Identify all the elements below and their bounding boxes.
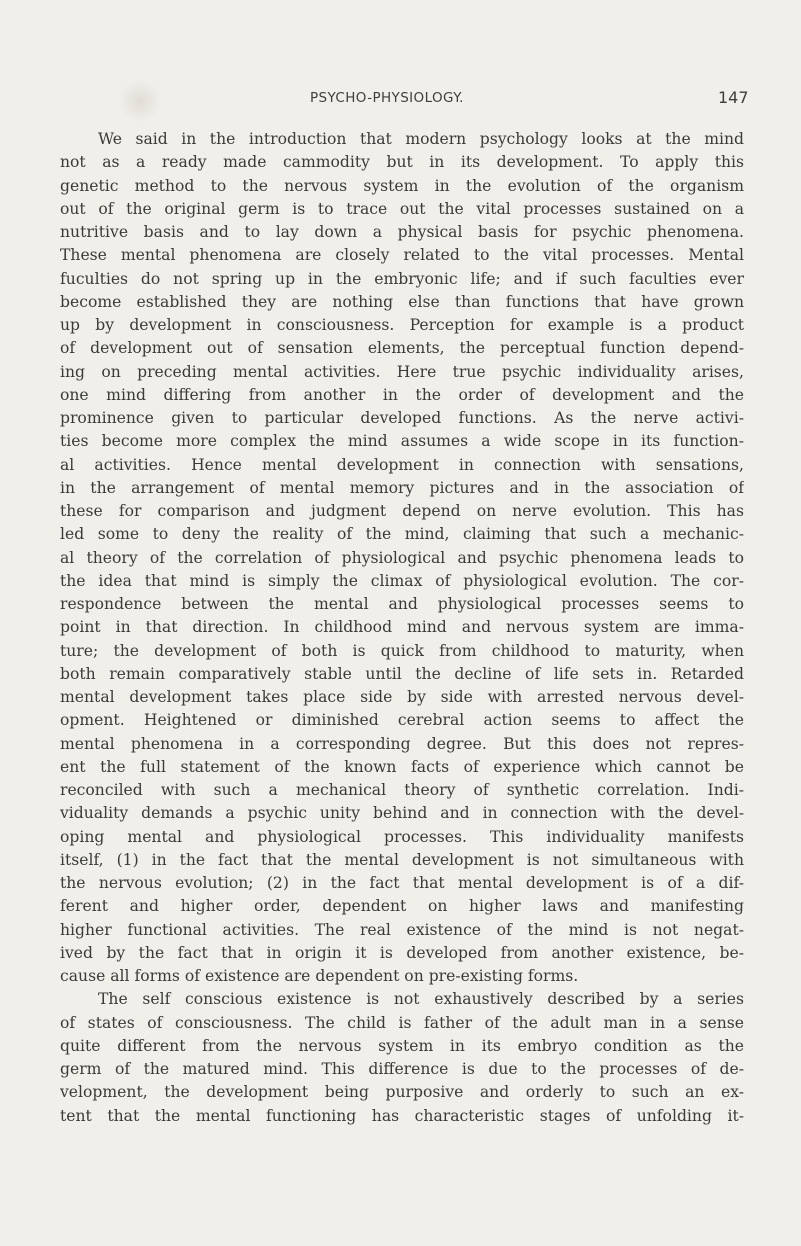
text-line: both remain comparatively stable until the decline of life sets in. Retarded xyxy=(60,664,744,683)
text-line: in the arrangement of mental memory pictures and in the association of xyxy=(60,478,744,497)
text-line: al theory of the correlation of physiological and psychic phenomena leads to xyxy=(60,548,744,567)
text-line: out of the original germ is to trace out the vital processes sustained on a xyxy=(60,199,744,218)
text-line: the nervous evolution; (2) in the fact that mental development is of a dif- xyxy=(60,874,744,892)
text-line: These mental phenomena are closely related to the vital processes. Mental xyxy=(60,246,744,265)
text-line: of states of consciousness. The child is father of the adult man in a sense xyxy=(60,1013,744,1032)
text-line: prominence given to particular developed functions. As the nerve activi- xyxy=(60,409,744,427)
text-line: ing on preceding mental activities. Here true psychic individuality arises, xyxy=(60,362,744,381)
text-line: We said in the introduction that modern psychology looks at the mind xyxy=(98,130,744,148)
text-line: of development out of sensation elements, the perceptual function depend- xyxy=(60,339,744,358)
text-line: quite different from the nervous system in its embryo condition as the xyxy=(60,1036,744,1055)
text-line: these for comparison and judgment depend on nerve evolution. This has xyxy=(60,502,744,520)
text-line: genetic method to the nervous system in the evolution of the organism xyxy=(60,176,744,195)
text-line: reconciled with such a mechanical theory of synthetic correlation. Indi- xyxy=(60,781,744,799)
text-line: ture; the development of both is quick from childhood to maturity, when xyxy=(60,641,744,660)
text-line: become established they are nothing else than functions that have grown xyxy=(60,292,744,311)
text-line: led some to deny the reality of the mind, claiming that such a mechanic- xyxy=(60,525,744,544)
text-line: up by development in consciousness. Perception for example is a product xyxy=(60,316,744,334)
text-line: tent that the mental functioning has characteristic stages of unfolding it- xyxy=(60,1106,744,1125)
text-line: not as a ready made cammodity but in its development. To apply this xyxy=(60,153,744,172)
text-line: cause all forms of existence are dependent on pre-existing forms. xyxy=(60,967,579,985)
body-text xyxy=(60,128,744,1128)
running-title: PSYCHO-PHYSIOLOGY. xyxy=(310,90,464,106)
text-line: velopment, the development being purposive and orderly to such an ex- xyxy=(60,1083,744,1102)
text-line: The self conscious existence is not exhaustively described by a series xyxy=(98,990,744,1009)
page-number: 147 xyxy=(718,88,749,107)
text-line: mental development takes place side by side with arrested nervous devel- xyxy=(60,688,744,706)
text-line: al activities. Hence mental development in connection with sensations, xyxy=(60,455,744,474)
text-line: nutritive basis and to lay down a physical basis for psychic phenomena. xyxy=(60,223,744,241)
text-line: one mind differing from another in the order of development and the xyxy=(60,385,744,404)
text-line: opment. Heightened or diminished cerebral action seems to affect the xyxy=(60,711,744,730)
text-line: ived by the fact that in origin it is developed from another existence, be- xyxy=(60,943,744,962)
text-line: respondence between the mental and physiological processes seems to xyxy=(60,595,744,613)
text-line: fuculties do not spring up in the embryonic life; and if such faculties ever xyxy=(60,269,744,288)
text-line: the idea that mind is simply the climax of physiological evolution. The cor- xyxy=(60,571,744,590)
text-line: ent the full statement of the known facts of experience which cannot be xyxy=(60,757,744,776)
text-line: oping mental and physiological processes. This individuality manifests xyxy=(60,827,744,846)
page-header xyxy=(0,88,801,112)
text-line: mental phenomena in a corresponding degree. But this does not repres- xyxy=(60,734,744,753)
text-line: higher functional activities. The real existence of the mind is not negat- xyxy=(60,920,744,939)
text-line: germ of the matured mind. This difference is due to the processes of de- xyxy=(60,1060,744,1078)
text-line: itself, (1) in the fact that the mental development is not simultaneous with xyxy=(60,850,744,869)
text-line: ferent and higher order, dependent on higher laws and manifesting xyxy=(60,897,744,916)
text-line: point in that direction. In childhood mind and nervous system are imma- xyxy=(60,618,744,637)
text-line: viduality demands a psychic unity behind and in connection with the devel- xyxy=(60,804,744,823)
text-line: ties become more complex the mind assumes a wide scope in its function- xyxy=(60,432,744,451)
